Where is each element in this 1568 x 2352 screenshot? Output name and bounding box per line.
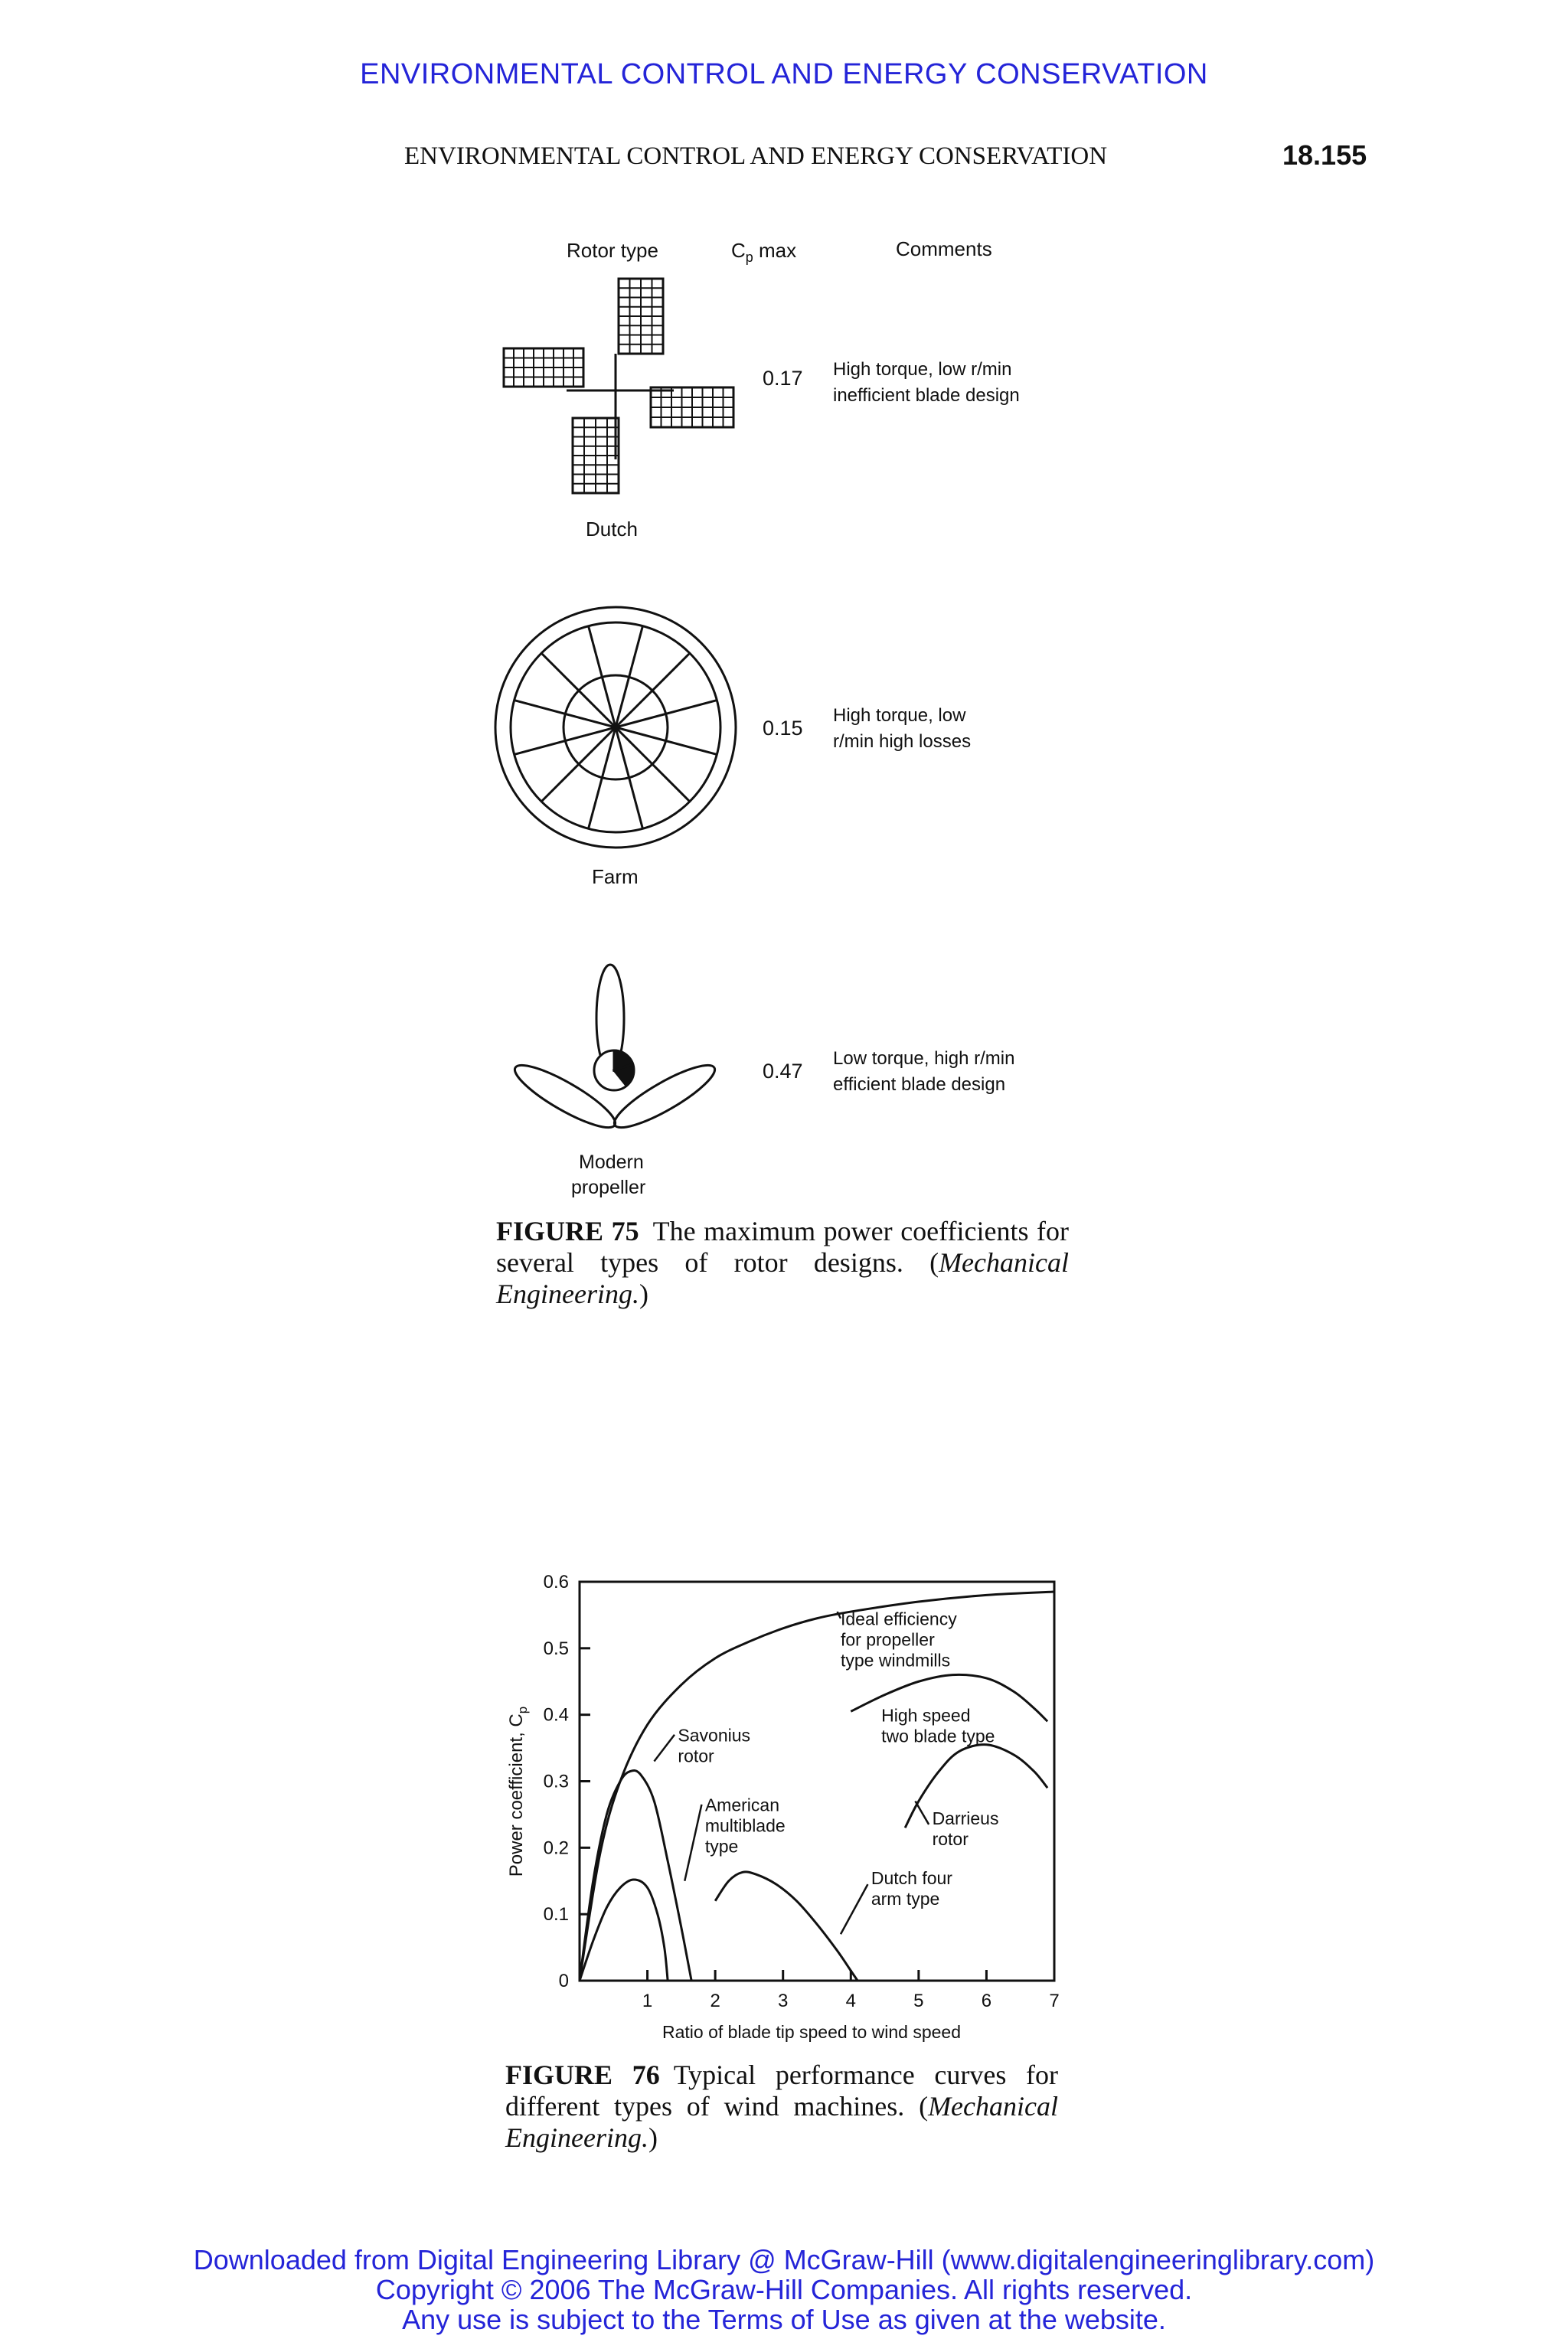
document-banner: ENVIRONMENTAL CONTROL AND ENERGY CONSERVATION (360, 58, 1208, 90)
figure-75-caption: FIGURE 75 The maximum power coefficients for several types of rotor designs. (Mechanical Engineering.) (496, 1216, 1069, 1309)
figure-76-label: FIGURE 76 (505, 2060, 660, 2090)
running-head: ENVIRONMENTAL CONTROL AND ENERGY CONSERVATION (404, 142, 1108, 170)
figure-75-caption-source: Mechanical Engineering. (496, 1247, 1069, 1309)
footer-download-line: Downloaded from Digital Engineering Library @ McGraw-Hill (www.digitalengineeringlibrary.com) (193, 2244, 1375, 2275)
chart-annotations (654, 1609, 998, 1934)
figure-75-caption-text: The maximum power coefficients for several types of rotor designs. ( (496, 1216, 1069, 1278)
figure-76-caption: FIGURE 76 Typical performance curves for different types of wind machines. (Mechanical Engineering.) (505, 2060, 1059, 2153)
annotation-leader-savonius (654, 1735, 675, 1762)
chart-x-axis-label: Ratio of blade tip speed to wind speed (662, 2022, 961, 2042)
x-tick-label: 3 (778, 1991, 789, 2011)
chart-frame (580, 1582, 1054, 1981)
y-tick-label: 0.1 (543, 1904, 569, 1926)
annotation-savonius: rotor (678, 1746, 714, 1766)
x-tick-label: 2 (710, 1991, 720, 2011)
annotation-darrieus: rotor (932, 1828, 969, 1849)
y-tick-label: 0 (558, 1971, 569, 1991)
annotation-leader-american (684, 1805, 701, 1881)
cp-value-dutch: 0.17 (763, 367, 803, 390)
comment-dutch-line2: inefficient blade design (833, 385, 1020, 406)
cp-value-farm: 0.15 (763, 717, 803, 740)
chart-axis-ticks (544, 1572, 1060, 2011)
x-tick-label: 6 (981, 1991, 992, 2011)
figure-75-label: FIGURE 75 (496, 1216, 639, 1246)
column-header-comments: Comments (896, 237, 992, 260)
series-line-dutch (715, 1872, 858, 1981)
chart-plot-area (580, 1582, 1054, 1981)
rotor-name-modern: Modern (579, 1152, 644, 1173)
comment-dutch-line1: High torque, low r/min (833, 359, 1012, 380)
comment-farm-line1: High torque, low (833, 705, 966, 726)
y-tick-label: 0.4 (543, 1704, 569, 1726)
y-tick-label: 0.6 (543, 1572, 569, 1592)
x-tick-label: 1 (642, 1991, 653, 2011)
column-header-rotor-type: Rotor type (567, 239, 658, 262)
x-tick-label: 5 (913, 1991, 924, 2011)
column-header-cp-max: $C_p$ max (731, 239, 797, 265)
annotation-ideal: for propeller (841, 1629, 935, 1650)
annotation-leader-dutch (841, 1884, 867, 1934)
comment-modern-line1: Low torque, high r/min (833, 1048, 1015, 1069)
y-tick-label: 0.3 (543, 1771, 569, 1792)
chart-series-group (580, 1592, 1054, 1981)
y-tick-label: 0.2 (543, 1838, 569, 1859)
annotation-dutch: Dutch four (871, 1868, 952, 1889)
cp-value-modern: 0.47 (763, 1060, 803, 1083)
annotation-ideal: Ideal efficiency (841, 1609, 957, 1629)
figure-76-caption-source: Mechanical Engineering. (505, 2091, 1058, 2153)
x-tick-label: 7 (1049, 1991, 1060, 2011)
chart-y-axis-label: Power coefficient, $C_p$ (506, 1706, 530, 1877)
annotation-american: type (704, 1836, 739, 1857)
annotation-savonius: Savonius (678, 1725, 751, 1746)
annotation-ideal: type windmills (841, 1650, 951, 1671)
comment-modern-line2: efficient blade design (833, 1074, 1006, 1095)
annotation-darrieus: Darrieus (932, 1808, 999, 1828)
y-tick-label: 0.5 (543, 1638, 569, 1659)
annotation-dutch: arm type (871, 1889, 940, 1909)
x-tick-label: 4 (845, 1991, 856, 2011)
annotation-highspeed: two blade type (881, 1726, 995, 1746)
comment-farm-line2: r/min high losses (833, 731, 972, 752)
download-footer (0, 2245, 1568, 2334)
footer-terms-line: Any use is subject to the Terms of Use as given at the website. (402, 2304, 1166, 2335)
annotation-highspeed: High speed (881, 1705, 971, 1726)
footer-copyright-line: Copyright © 2006 The McGraw-Hill Companies. All rights reserved. (375, 2274, 1193, 2305)
rotor-name-farm: Farm (592, 865, 639, 888)
figure-76-caption-text: Typical performance curves for different types of wind machines. ( (505, 2060, 1059, 2122)
rotor-name-propeller: propeller (571, 1177, 646, 1198)
annotation-leader-darrieus (915, 1802, 929, 1824)
page-number: 18.155 (1282, 139, 1367, 171)
annotation-american: multiblade (704, 1815, 786, 1836)
series-line-ideal (580, 1592, 1054, 1981)
rotor-name-dutch: Dutch (586, 518, 638, 541)
annotation-american: American (704, 1795, 780, 1815)
